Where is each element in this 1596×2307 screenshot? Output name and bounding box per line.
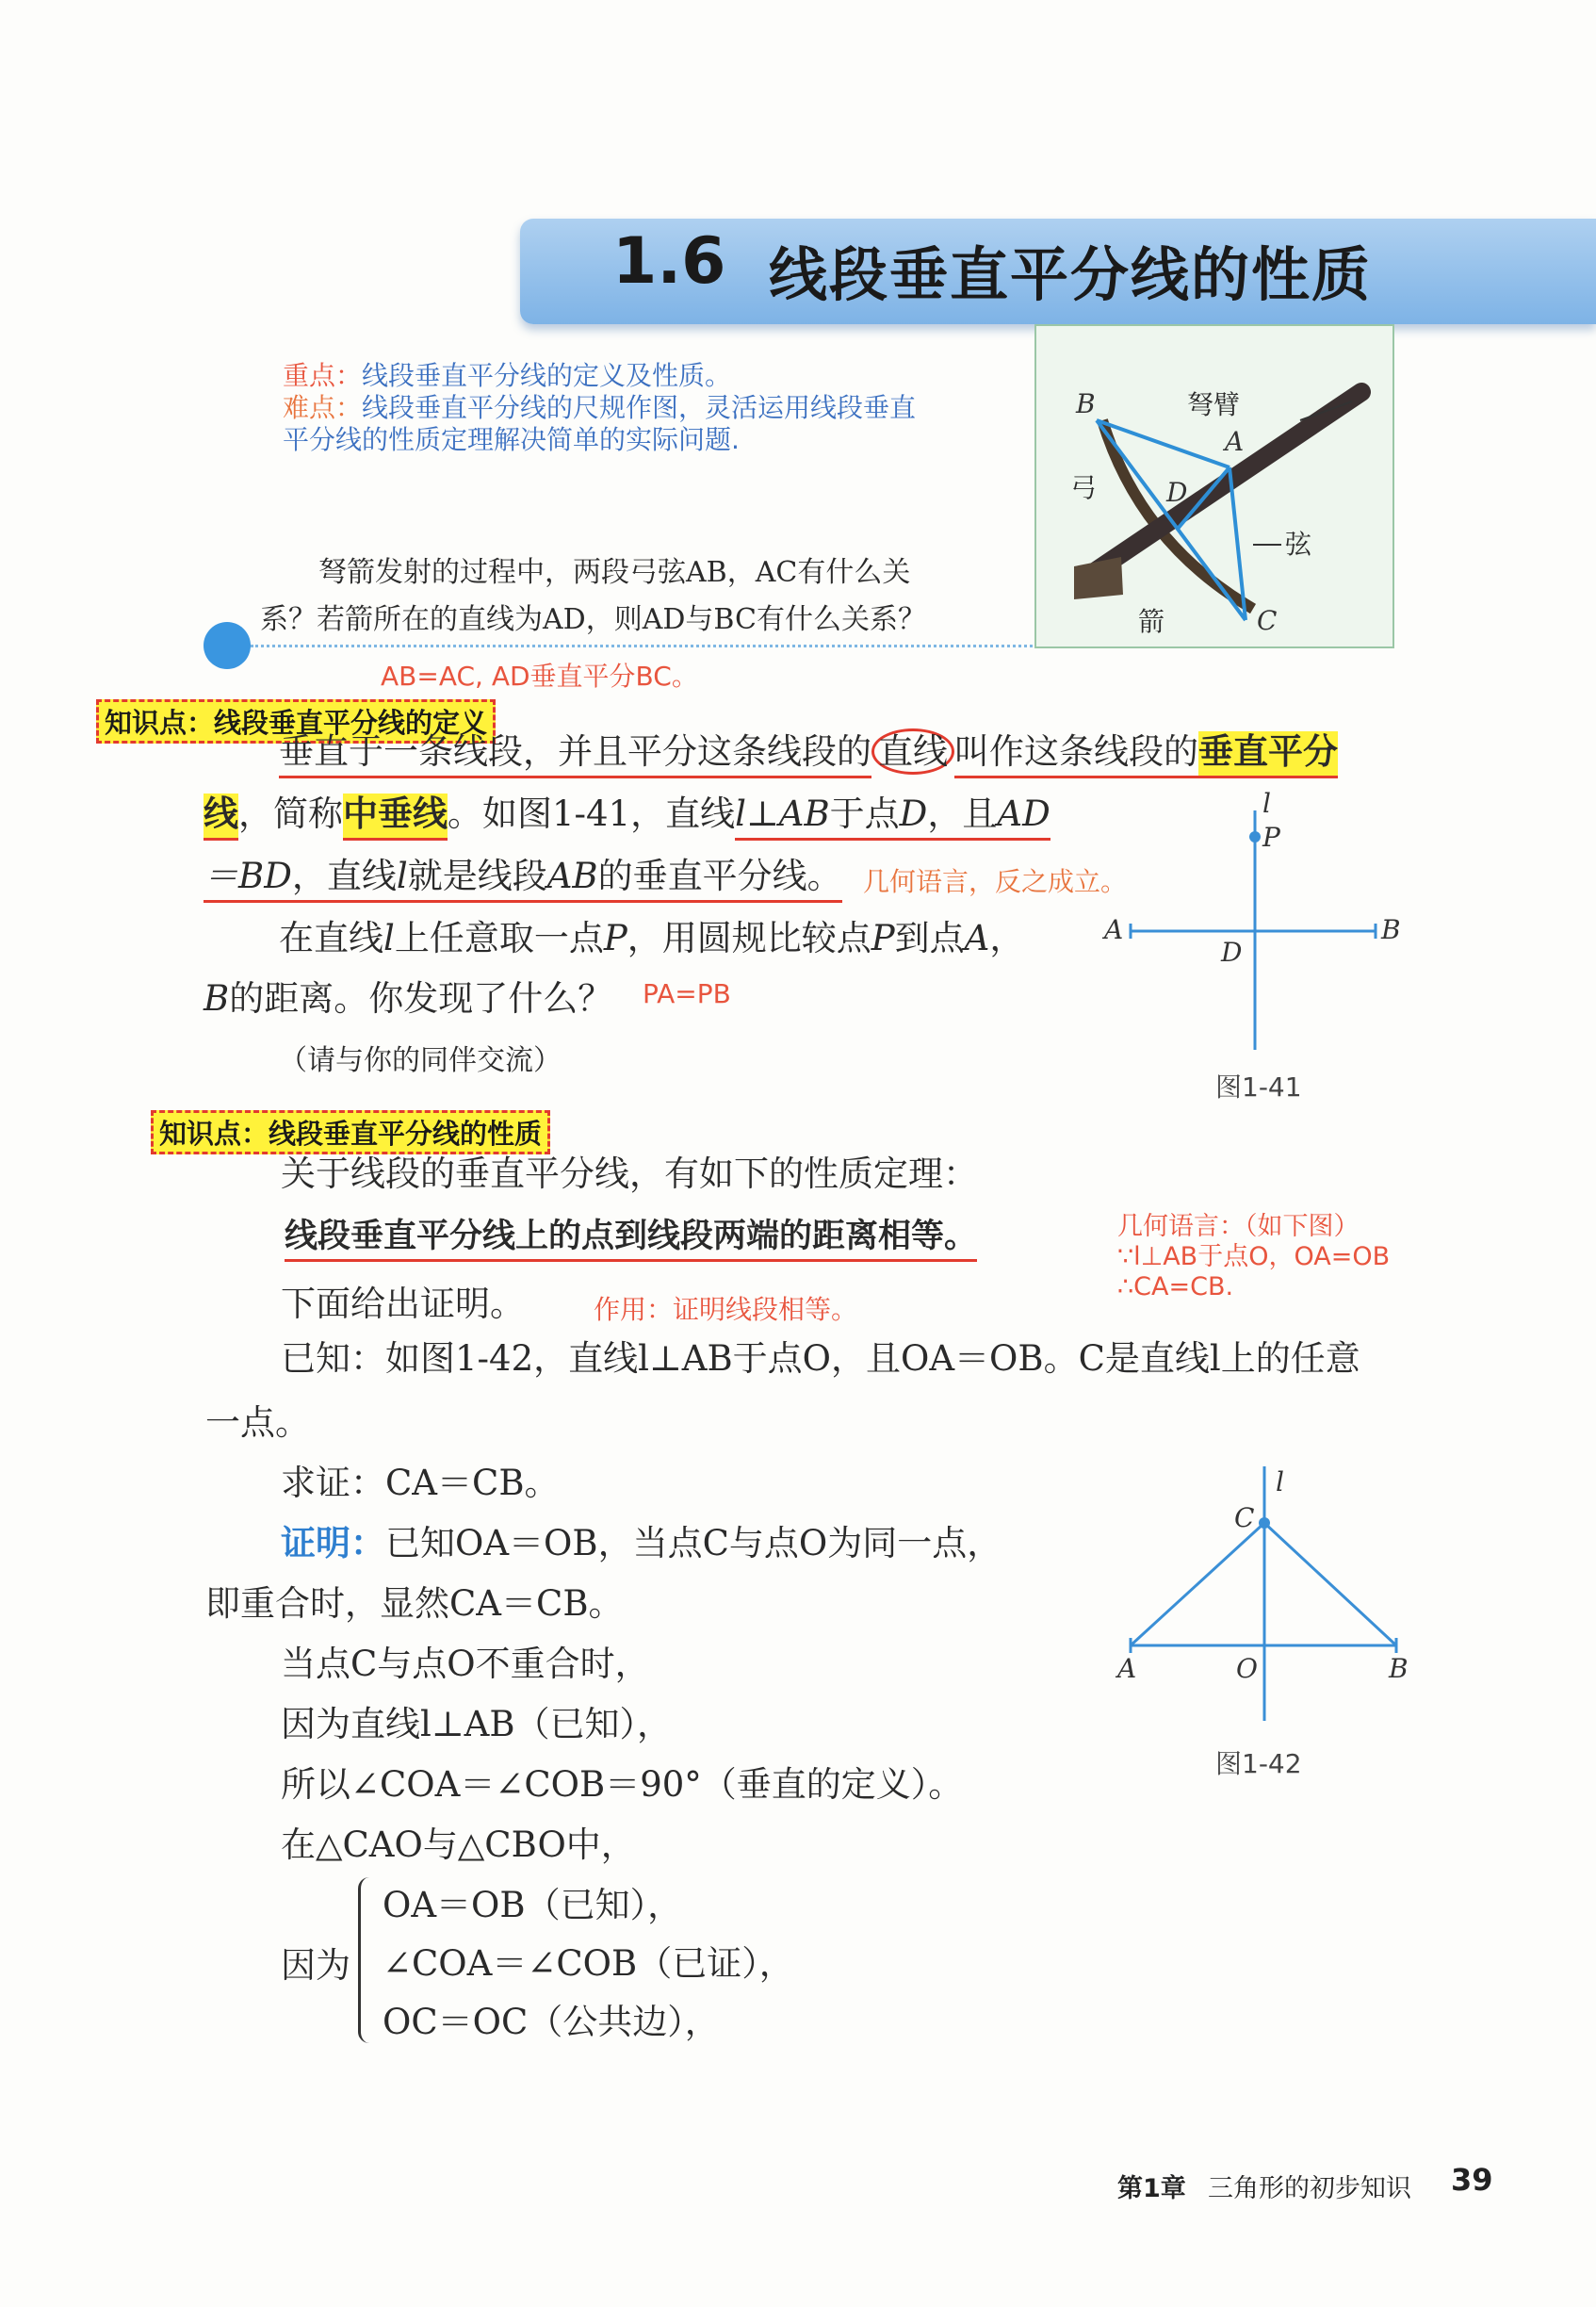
given-line-1: 已知：如图1-42，直线l⊥AB于点O，且OA＝OB。C是直线l上的任意: [281, 1338, 1360, 1379]
brace: [358, 1877, 378, 2043]
def-short-name: 中垂线: [343, 794, 448, 841]
crossbow-label-b: B: [1076, 388, 1096, 419]
difficulty-label: 难点：: [283, 392, 363, 423]
fig142-point-c: [1259, 1517, 1270, 1529]
explore-math: A: [964, 918, 990, 958]
def-text: 于点: [830, 794, 900, 841]
dotted-divider: [251, 645, 1033, 647]
crossbow-figure: [1034, 324, 1394, 648]
proof-line-2: 即重合时，显然CA＝CB。: [205, 1583, 624, 1624]
crossbow-string-label: 弦: [1285, 529, 1312, 560]
fig141-caption: 图1-41: [1215, 1072, 1302, 1103]
section-title: 线段垂直平分线的性质: [769, 240, 1373, 309]
proof-condition-1: OA＝OB（已知），: [383, 1885, 683, 1925]
answer-note-1: AB=AC, AD垂直平分BC。: [381, 661, 698, 692]
explore-line-2: [204, 978, 612, 1020]
explore-text: ，用圆规比较点: [627, 918, 871, 958]
property-theorem: [285, 1216, 977, 1257]
crossbow-label-a: A: [1225, 426, 1245, 457]
def-math: ＝BD: [204, 856, 292, 903]
geo-language-note-2: [1117, 1212, 1390, 1302]
def-text-c: 叫作这条线段的: [954, 731, 1198, 778]
fig142-label-a: A: [1117, 1653, 1137, 1684]
definition-line-3: [204, 856, 842, 897]
given-line-2: 一点。: [205, 1402, 310, 1443]
proof-label: 证明：: [281, 1523, 385, 1563]
intro-line-2: 系？若箭所在的直线为AD，则AD与BC有什么关系？: [260, 603, 926, 636]
def-circled-word: 直线: [871, 728, 954, 775]
def-text-a: 垂直于一条线段，并且平分这条线段的: [279, 731, 871, 778]
def-math: AD: [997, 794, 1050, 841]
def-text: ，直线: [292, 856, 397, 903]
def-text: 就是线段: [408, 856, 547, 903]
proof-line-1: [281, 1523, 1002, 1564]
page-number: 39: [1451, 2162, 1493, 2198]
explore-math: P: [871, 918, 895, 958]
key-points-note: [283, 360, 916, 456]
def-text: 。如图1-41，直线: [448, 794, 736, 834]
trigger: [1074, 557, 1123, 599]
difficulty-text-1: 线段垂直平分线的尺规作图，灵活运用线段垂直: [362, 392, 917, 423]
fig141-point-p: [1249, 831, 1261, 843]
explore-math: P: [603, 918, 627, 958]
crossbow-bow-label: 弓: [1070, 472, 1098, 503]
key-label: 重点：: [283, 360, 363, 391]
explore-text: 到点: [894, 918, 965, 958]
proof-intro: 下面给出证明。: [281, 1284, 525, 1324]
def-text: ，且: [927, 794, 997, 841]
fig142-label-c: C: [1234, 1502, 1255, 1533]
difficulty-text-2: 平分线的性质定理解决简单的实际问题.: [283, 424, 740, 455]
fig141-label-l: l: [1262, 788, 1271, 819]
explore-text: ，: [989, 918, 1025, 958]
def-math: D: [900, 794, 928, 841]
explore-line-3: （请与你的同伴交流）: [279, 1044, 562, 1077]
explore-text: 在直线: [279, 918, 383, 958]
def-highlight-term: 垂直平分: [1198, 731, 1338, 778]
geo-language-note-1: 几何语言，反之成立。: [863, 866, 1128, 897]
proof-because: 因为: [281, 1945, 350, 1986]
geo-lang-2-condition: ∵l⊥AB于点O，OA=OB: [1117, 1242, 1391, 1271]
def-math: l: [397, 856, 408, 903]
fig142-label-b: B: [1389, 1653, 1409, 1684]
fig142-label-o: O: [1236, 1653, 1258, 1684]
fig142-segment-cb: [1264, 1523, 1396, 1645]
crossbow-arrow-label: 箭: [1138, 606, 1165, 637]
crossbow-arm-label: 弩臂: [1187, 389, 1241, 420]
prove-statement: 求证：CA＝CB。: [281, 1463, 560, 1503]
def-term-end: 线: [204, 794, 238, 841]
fig142-segment-ca: [1131, 1523, 1264, 1645]
explore-text: 上任意取一点: [394, 918, 604, 958]
figure-1-41: [1102, 795, 1404, 1069]
footer-chapter-title: 三角形的初步知识: [1208, 2174, 1411, 2203]
property-intro: 关于线段的垂直平分线，有如下的性质定理：: [281, 1154, 978, 1194]
crossbow-label-c: C: [1257, 605, 1278, 636]
proof-line-3: 当点C与点O不重合时，: [281, 1644, 650, 1684]
fig141-label-b: B: [1381, 914, 1401, 945]
figure-1-42: [1112, 1466, 1413, 1749]
proof-line-6: 在△CAO与△CBO中，: [281, 1824, 636, 1865]
answer-note-pa: PA=PB: [643, 978, 731, 1009]
fig141-label-a: A: [1104, 914, 1124, 945]
explore-text: 的距离。你发现了什么？: [229, 978, 613, 1019]
explore-line-1: [279, 918, 1024, 959]
fig142-caption: 图1-42: [1215, 1748, 1302, 1779]
usage-note: 作用：证明线段相等。: [594, 1294, 858, 1325]
explore-math: B: [204, 978, 230, 1019]
proof-condition-3: OC＝OC（公共边），: [383, 2002, 720, 2042]
knowledge-point-2: 知识点：线段垂直平分线的性质: [151, 1110, 550, 1154]
definition-line-2: [204, 794, 1050, 835]
geo-lang-2-conclusion: ∴CA=CB.: [1117, 1272, 1234, 1301]
fig141-label-p: P: [1262, 822, 1280, 853]
intro-line-1: 弩箭发射的过程中，两段弓弦AB，AC有什么关: [318, 556, 911, 589]
def-math: AB: [547, 856, 598, 903]
proof-condition-2: ∠COA＝∠COB（已证），: [383, 1943, 794, 1984]
def-text: 的垂直平分线。: [598, 856, 842, 903]
def-math: l⊥AB: [735, 794, 830, 841]
def-text: ，简称: [238, 794, 343, 834]
crossbow-label-d: D: [1166, 477, 1188, 508]
footer-chapter: 第1章: [1117, 2174, 1186, 2203]
definition-line-1: [279, 731, 1338, 773]
proof-line-5: 所以∠COA＝∠COB＝90°（垂直的定义）。: [281, 1764, 964, 1805]
geo-lang-2-title: 几何语言：（如下图）: [1117, 1212, 1360, 1241]
question-bullet-icon: [204, 622, 251, 669]
explore-math: l: [383, 918, 395, 958]
fig141-label-d: D: [1221, 937, 1243, 968]
section-banner: [520, 219, 1596, 324]
theorem-text: 线段垂直平分线上的点到线段两端的距离相等。: [285, 1218, 977, 1262]
knowledge-point-1: 知识点：线段垂直平分线的定义: [96, 699, 496, 744]
fig142-label-l: l: [1276, 1466, 1284, 1497]
proof-line-4: 因为直线l⊥AB（已知），: [281, 1704, 673, 1744]
proof-text: 已知OA＝OB，当点C与点O为同一点，: [385, 1523, 1002, 1563]
section-number: 1.6: [612, 224, 726, 299]
key-text: 线段垂直平分线的定义及性质。: [362, 360, 732, 391]
